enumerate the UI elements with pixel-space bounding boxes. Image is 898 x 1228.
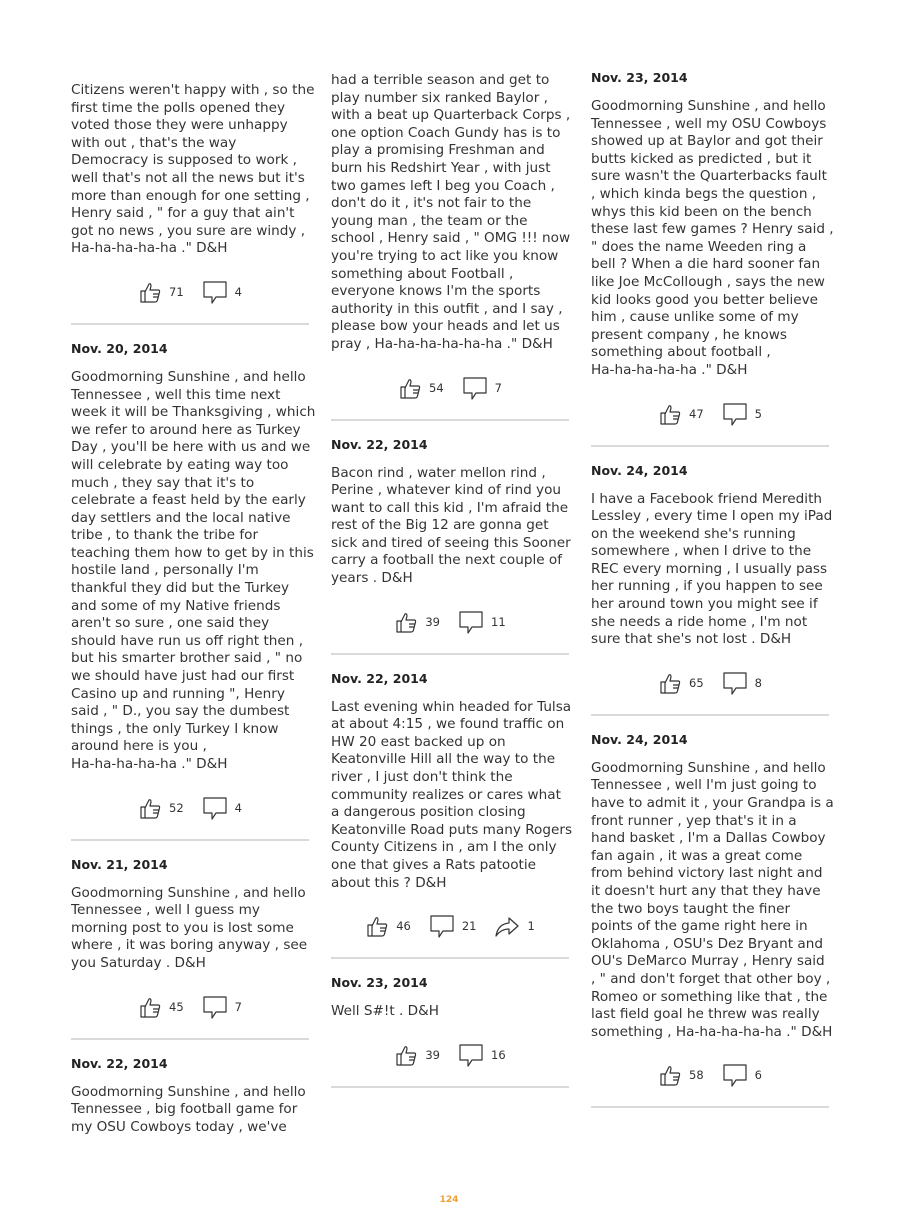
like-button[interactable] <box>658 671 704 695</box>
text-line: the two boys taught the finer <box>591 900 791 917</box>
thumbs-up-icon <box>394 610 418 634</box>
comment-icon <box>458 609 484 635</box>
like-count: 45 <box>169 999 184 1014</box>
post <box>331 72 569 421</box>
text-line: you Saturday . D&H <box>71 954 206 971</box>
post-text <box>591 759 834 1042</box>
text-line: Casino up and running ", Henry <box>71 685 285 702</box>
thumbs-up-icon <box>365 914 389 938</box>
comment-count: 4 <box>234 284 242 299</box>
divider <box>331 653 569 655</box>
text-line: voted those they were unhappy <box>71 117 288 134</box>
post-text <box>331 465 569 588</box>
divider <box>591 714 829 716</box>
text-line: Perine , whatever kind of rind you <box>331 482 562 499</box>
text-line: , " and don't forget that other boy , <box>591 970 831 987</box>
text-line: Well S#!t . D&H <box>331 1003 439 1020</box>
post-text <box>71 368 316 774</box>
comment-button[interactable] <box>462 375 502 401</box>
post-date: Nov. 23, 2014 <box>591 70 688 85</box>
text-line: rest of the Big 12 are gonna get <box>331 517 549 534</box>
text-line: at about 4:15 , we found traffic on <box>331 716 565 733</box>
thumbs-up-icon <box>398 376 422 400</box>
post <box>331 975 569 1088</box>
text-line: with out , that's the way <box>71 134 237 151</box>
like-button[interactable] <box>138 796 184 820</box>
text-line: about this ? D&H <box>331 874 447 891</box>
text-line: burn his Redshirt Year , with just <box>331 159 551 176</box>
post <box>591 70 834 447</box>
text-line: hand basket , I'm a Dallas Cowboy <box>591 830 826 847</box>
comment-count: 7 <box>234 999 242 1014</box>
comment-count: 21 <box>461 919 477 934</box>
page-number: 124 <box>439 1195 459 1205</box>
like-count: 58 <box>689 1068 704 1083</box>
text-line: fan again , it was a great come <box>591 847 803 864</box>
text-line: something , Ha-ha-ha-ha-ha ." D&H <box>591 1023 833 1040</box>
text-line: Romeo or something like that , the <box>591 988 828 1005</box>
reaction-bar <box>331 374 569 402</box>
comment-button[interactable] <box>722 1062 762 1088</box>
text-line: Tennessee , well I'm just going to <box>591 777 817 794</box>
post-date: Nov. 22, 2014 <box>331 670 428 686</box>
text-line: Ha-ha-ha-ha-ha ." D&H <box>71 240 228 257</box>
reaction-bar <box>591 400 829 428</box>
like-count: 71 <box>169 284 184 299</box>
text-line: things , the only Turkey I know <box>71 720 279 737</box>
text-line: day settlers and the local native <box>71 509 291 526</box>
thumbs-up-icon <box>138 995 162 1019</box>
text-line: community realizes or cares what <box>331 786 561 803</box>
text-line: her around town you might see if <box>591 596 818 613</box>
text-line: Goodmorning Sunshine , and hello <box>591 759 826 776</box>
divider <box>71 323 309 325</box>
comment-icon <box>458 1042 484 1068</box>
text-line: carry a football the next couple of <box>331 552 563 569</box>
comment-icon <box>202 279 228 305</box>
text-line: said , " D., you say the dumbest <box>71 703 290 720</box>
text-line: want to call this kid , I'm afraid the <box>331 499 569 516</box>
text-line: will celebrate by eating way too <box>71 456 289 473</box>
reaction-bar <box>591 1061 829 1089</box>
text-line: my OSU Cowboys today , we've <box>71 1118 287 1135</box>
text-line: front runner , yep that's it in a <box>591 812 797 829</box>
like-button[interactable] <box>658 402 704 426</box>
text-line: thankful they did but the Turkey <box>71 580 290 597</box>
text-line: we should have just had our first <box>71 668 295 685</box>
like-count: 65 <box>689 675 704 690</box>
text-line: sure that she's not lost . D&H <box>591 631 792 648</box>
reaction-bar <box>71 794 309 822</box>
comment-icon <box>722 401 748 427</box>
text-line: years . D&H <box>331 570 413 587</box>
text-line: Last evening whin headed for Tulsa <box>331 698 572 715</box>
comment-button[interactable] <box>202 795 242 821</box>
comment-button[interactable] <box>458 1042 506 1068</box>
text-line: present company , he knows <box>591 326 787 343</box>
post <box>71 857 309 1040</box>
like-count: 47 <box>689 406 704 421</box>
post <box>331 437 569 655</box>
post-date: Nov. 23, 2014 <box>331 975 428 991</box>
share-button[interactable] <box>494 914 534 938</box>
thumbs-up-icon <box>138 280 162 304</box>
text-line: but his smarter brother said , " no <box>71 650 303 667</box>
text-line: morning post to you is lost some <box>71 919 294 936</box>
post-text <box>591 98 834 380</box>
text-line: something about Football , <box>331 265 514 282</box>
post-date: Nov. 20, 2014 <box>71 340 168 356</box>
text-line: REC every morning , I usually pass <box>591 560 828 577</box>
thumbs-up-icon <box>658 402 682 426</box>
like-count: 54 <box>429 380 444 395</box>
text-line: bell ? When a die hard sooner fan <box>591 256 821 273</box>
text-line: we refer to around here as Turkey <box>71 421 301 438</box>
text-line: her running , if you happen to see <box>591 578 823 595</box>
like-button[interactable] <box>138 995 184 1019</box>
column-2 <box>331 60 573 1104</box>
text-line: young man , the team or the <box>331 212 528 229</box>
comment-button[interactable] <box>458 609 506 635</box>
reaction-bar <box>71 278 309 306</box>
text-line: last field goal he threw was really <box>591 1006 820 1023</box>
text-line: Ha-ha-ha-ha-ha ." D&H <box>591 361 748 378</box>
post-text <box>331 698 573 893</box>
comment-icon <box>722 1062 748 1088</box>
text-line: around here is you , <box>71 738 207 755</box>
text-line: river , I just don't think the <box>331 769 513 786</box>
like-button[interactable] <box>138 280 184 304</box>
post-text <box>591 490 833 649</box>
text-line: with a beat up Quarterback Corps , <box>331 107 571 124</box>
text-line: whys this kid been on the bench <box>591 203 812 220</box>
post-date: Nov. 22, 2014 <box>71 1055 168 1071</box>
text-line: sure wasn't the Quarterbacks fault <box>591 168 827 185</box>
text-line: kid looks good you better believe <box>591 291 819 308</box>
text-line: Goodmorning Sunshine , and hello <box>591 98 826 114</box>
share-icon <box>494 914 520 938</box>
text-line: and some of my Native friends <box>71 597 281 614</box>
share-count: 1 <box>527 919 535 934</box>
post-text <box>71 82 315 258</box>
text-line: on the weekend she's running <box>591 525 796 542</box>
like-button[interactable] <box>394 610 440 634</box>
divider <box>71 839 309 841</box>
comment-button[interactable] <box>429 913 477 939</box>
post-date: Nov. 22, 2014 <box>331 436 428 452</box>
text-line: Oklahoma , OSU's Dez Bryant and <box>591 935 823 952</box>
text-line: aren't so sure , one said they <box>71 615 270 632</box>
text-line: it doesn't hurt any that they have <box>591 883 821 899</box>
text-line: Tennessee , well I guess my <box>71 902 260 919</box>
text-line: Tennessee , well this time next <box>71 386 281 403</box>
text-line: got no news , you sure are windy , <box>71 222 306 239</box>
post <box>591 731 834 1109</box>
text-line: points of the game right here in <box>591 918 808 935</box>
text-line: well that's not all the news but it's <box>71 169 305 186</box>
text-line: tribe , to thank the tribe for <box>71 527 259 544</box>
text-line: play a promising Freshman and <box>331 142 545 159</box>
text-line: hostile land , personally I'm <box>71 562 259 579</box>
comment-count: 5 <box>754 406 762 421</box>
comment-icon <box>202 795 228 821</box>
post <box>71 82 315 325</box>
text-line: school , Henry said , " OMG !!! now <box>331 230 571 247</box>
comment-icon <box>462 375 488 401</box>
text-line: Bacon rind , water mellon rind , <box>331 464 546 481</box>
text-line: play number six ranked Baylor , <box>331 89 548 106</box>
text-line: Keatonville Hill all the way to the <box>331 751 556 768</box>
text-line: , which kinda begs the question , <box>591 185 817 202</box>
comment-count: 4 <box>234 800 242 815</box>
text-line: first time the polls opened they <box>71 99 286 116</box>
reaction-bar <box>331 912 569 940</box>
text-line: Tennessee , big football game for <box>71 1101 298 1118</box>
comment-count: 8 <box>754 675 762 690</box>
comment-count: 7 <box>494 380 502 395</box>
text-line: Goodmorning Sunshine , and hello <box>71 1083 306 1100</box>
text-line: County Citizens in , am I the only <box>331 839 557 856</box>
post <box>331 670 573 960</box>
like-button[interactable] <box>658 1063 704 1087</box>
text-line: showed up at Baylor and got their <box>591 133 823 150</box>
like-count: 39 <box>425 1047 440 1062</box>
text-line: HW 20 east backed up on <box>331 733 506 750</box>
text-line: Citizens weren't happy with , so the <box>71 82 315 98</box>
divider <box>591 1106 829 1108</box>
text-line: Tennessee , well my OSU Cowboys <box>591 115 827 132</box>
text-line: should have run us off right then , <box>71 632 304 649</box>
column-3 <box>591 70 834 1124</box>
text-line: she needs a ride home , I'm not <box>591 613 808 630</box>
comment-icon <box>429 913 455 939</box>
text-line: somewhere , when I drive to the <box>591 543 812 560</box>
text-line: have to admit it , your Grandpa is a <box>591 795 834 812</box>
post-text <box>71 1084 309 1137</box>
comment-button[interactable] <box>722 401 762 427</box>
text-line: don't do it , it's not fair to the <box>331 195 532 212</box>
text-line: one that gives a Rats patootie <box>331 857 537 873</box>
reaction-bar <box>331 1041 569 1069</box>
reaction-bar <box>591 669 829 697</box>
text-line: him , cause unlike some of my <box>591 309 799 326</box>
post-text <box>331 1003 569 1021</box>
post-date: Nov. 24, 2014 <box>591 731 688 747</box>
text-line: had a terrible season and get to <box>331 72 550 88</box>
text-line: Goodmorning Sunshine , and hello <box>71 368 306 385</box>
text-line: butts kicked as predicted , but it <box>591 150 812 167</box>
comment-button[interactable] <box>722 670 762 696</box>
post-date: Nov. 24, 2014 <box>591 462 688 478</box>
text-line: from behind victory last night and <box>591 865 823 882</box>
text-line: " does the name Weeden ring a <box>591 238 807 255</box>
post <box>71 1056 309 1137</box>
text-line: a dangerous position closing <box>331 804 526 821</box>
text-line: Ha-ha-ha-ha-ha ." D&H <box>71 756 228 772</box>
comment-count: 16 <box>491 1047 506 1062</box>
text-line: pray , Ha-ha-ha-ha-ha-ha ." D&H <box>331 335 553 352</box>
reaction-bar <box>331 608 569 636</box>
text-line: Day , you'll be here with us and we <box>71 439 311 456</box>
reaction-bar <box>71 993 309 1021</box>
post-text <box>331 72 569 354</box>
thumbs-up-icon <box>138 796 162 820</box>
text-line: like Joe McCollough , says the new <box>591 273 825 290</box>
text-line: sick and tired of seeing this Sooner <box>331 534 571 551</box>
text-line: Lessley , every time I open my iPad <box>591 508 833 525</box>
text-line: you're trying to act like you know <box>331 247 559 264</box>
like-count: 46 <box>396 919 411 934</box>
text-line: everyone knows I'm the sports <box>331 283 541 300</box>
text-line: please bow your heads and let us <box>331 318 560 335</box>
text-line: more than enough for one setting , <box>71 187 310 204</box>
text-line: Keatonville Road puts many Rogers <box>331 821 573 838</box>
post <box>71 340 316 841</box>
text-line: OU's DeMarco Murray , Henry said <box>591 953 825 970</box>
text-line: celebrate a feast held by the early <box>71 492 306 509</box>
post <box>591 462 833 716</box>
text-line: one option Coach Gundy has is to <box>331 124 561 141</box>
thumbs-up-icon <box>394 1043 418 1067</box>
comment-icon <box>202 994 228 1020</box>
like-button[interactable] <box>398 376 444 400</box>
thumbs-up-icon <box>658 1063 682 1087</box>
text-line: Democracy is supposed to work , <box>71 152 297 169</box>
text-line: Henry said , " for a guy that ain't <box>71 205 295 222</box>
text-line: these last few games ? Henry said , <box>591 221 834 238</box>
comment-icon <box>722 670 748 696</box>
text-line: Goodmorning Sunshine , and hello <box>71 884 306 901</box>
thumbs-up-icon <box>658 671 682 695</box>
text-line: I have a Facebook friend Meredith <box>591 490 823 507</box>
text-line: teaching them how to get by in this <box>71 544 314 561</box>
divider <box>331 1086 569 1088</box>
comment-button[interactable] <box>202 994 242 1020</box>
text-line: something about football , <box>591 344 771 361</box>
text-line: where , it was boring anyway , see <box>71 937 308 954</box>
like-button[interactable] <box>394 1043 440 1067</box>
comment-button[interactable] <box>202 279 242 305</box>
column-1 <box>71 70 316 1136</box>
divider <box>71 1038 309 1040</box>
comment-count: 11 <box>491 614 506 629</box>
text-line: authority in this outfit , and I say , <box>331 300 563 317</box>
divider <box>331 419 569 421</box>
divider <box>331 957 569 959</box>
text-line: week it will be Thanksgiving , which <box>71 404 316 421</box>
like-count: 39 <box>425 614 440 629</box>
post-date: Nov. 21, 2014 <box>71 856 168 872</box>
post-text <box>71 885 309 973</box>
divider <box>591 445 829 447</box>
text-line: much , they say that it's to <box>71 474 255 491</box>
comment-count: 6 <box>754 1068 762 1083</box>
like-button[interactable] <box>365 914 411 938</box>
text-line: two games left I beg you Coach , <box>331 177 555 194</box>
like-count: 52 <box>169 800 184 815</box>
